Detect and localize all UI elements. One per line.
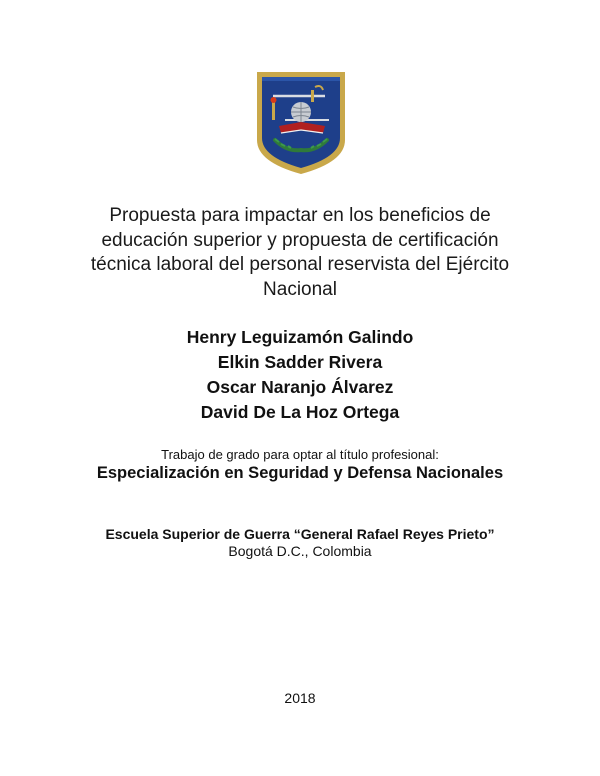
institution-location: Bogotá D.C., Colombia (228, 543, 372, 559)
degree-intro: Trabajo de grado para optar al título profesional: (161, 447, 439, 462)
institution-name: Escuela Superior de Guerra “General Rafael Reyes Prieto” (105, 526, 495, 542)
title-line: Nacional (263, 278, 337, 300)
author-list (0, 325, 600, 425)
author-name: Oscar Naranjo Álvarez (206, 377, 394, 397)
degree-title: Especialización en Seguridad y Defensa Nacionales (96, 464, 504, 482)
shield-emblem-icon (255, 70, 347, 176)
publication-year: 2018 (284, 690, 316, 706)
author-name: Henry Leguizamón Galindo (186, 327, 414, 347)
thesis-title (0, 204, 600, 302)
author-name: Elkin Sadder Rivera (217, 352, 383, 372)
title-line: Propuesta para impactar en los beneficios de (109, 205, 491, 226)
author-name: David De La Hoz Ortega (200, 402, 400, 422)
title-line: técnica laboral del personal reservista del Ejército (90, 254, 510, 275)
title-line: educación superior y propuesta de certificación (101, 229, 499, 251)
